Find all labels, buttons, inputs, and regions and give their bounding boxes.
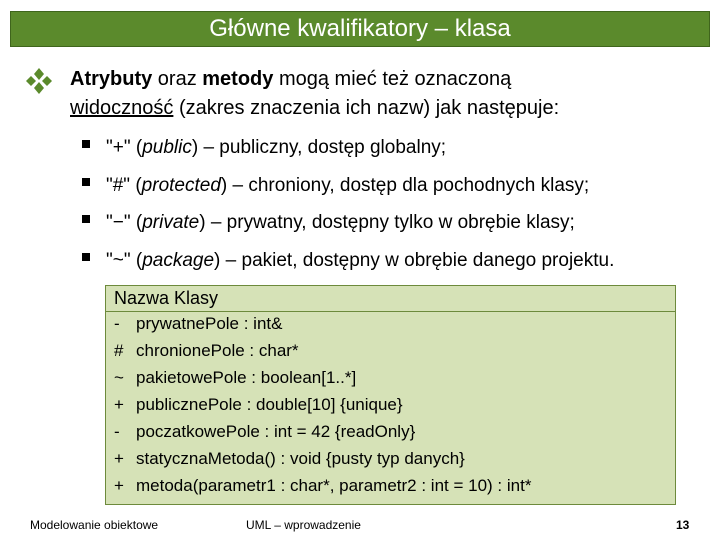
footer-topic: UML – wprowadzenie xyxy=(246,518,361,532)
class-member: - prywatnePole : int& xyxy=(114,314,283,333)
visibility-item-package: "~" (package) – pakiet, dostępny w obrębie danego projektu. xyxy=(82,249,712,273)
methods-word: metody xyxy=(202,68,274,90)
four-diamond-bullet-icon xyxy=(24,66,54,96)
class-member: + metoda(parametr1 : char*, parametr2 : int = 10) : int* xyxy=(114,476,532,495)
visibility-item-protected: "#" (protected) – chroniony, dostęp dla pochodnych klasy; xyxy=(82,174,712,198)
visibility-word: widoczność xyxy=(70,97,174,119)
intro-paragraph: Atrybuty oraz metody mogą mieć też oznaczoną widoczność (zakres znaczenia ich nazw) jak następuje: xyxy=(70,68,560,119)
page-number: 13 xyxy=(676,518,690,532)
class-name: Nazwa Klasy xyxy=(114,288,219,308)
class-member: + publicznePole : double[10] {unique} xyxy=(114,395,403,414)
footer-course-name: Modelowanie obiektowe xyxy=(30,518,159,532)
square-bullet-icon xyxy=(82,140,90,148)
slide-title: Główne kwalifikatory – klasa xyxy=(10,11,710,47)
uml-class-box xyxy=(105,285,676,505)
class-header xyxy=(106,286,675,312)
visibility-item-public: "+" (public) – publiczny, dostęp globalny; xyxy=(82,136,712,160)
square-bullet-icon xyxy=(82,178,90,186)
class-member: + statycznaMetoda() : void {pusty typ danych} xyxy=(114,449,465,468)
square-bullet-icon xyxy=(82,253,90,261)
visibility-item-private: "−" (private) – prywatny, dostępny tylko w obrębie klasy; xyxy=(82,211,712,235)
class-member: - poczatkowePole : int = 42 {readOnly} xyxy=(114,422,416,441)
class-member: # chronionePole : char* xyxy=(114,341,299,360)
class-member: ~ pakietowePole : boolean[1..*] xyxy=(114,368,357,387)
square-bullet-icon xyxy=(82,215,90,223)
attributes-word: Atrybuty xyxy=(70,68,153,90)
